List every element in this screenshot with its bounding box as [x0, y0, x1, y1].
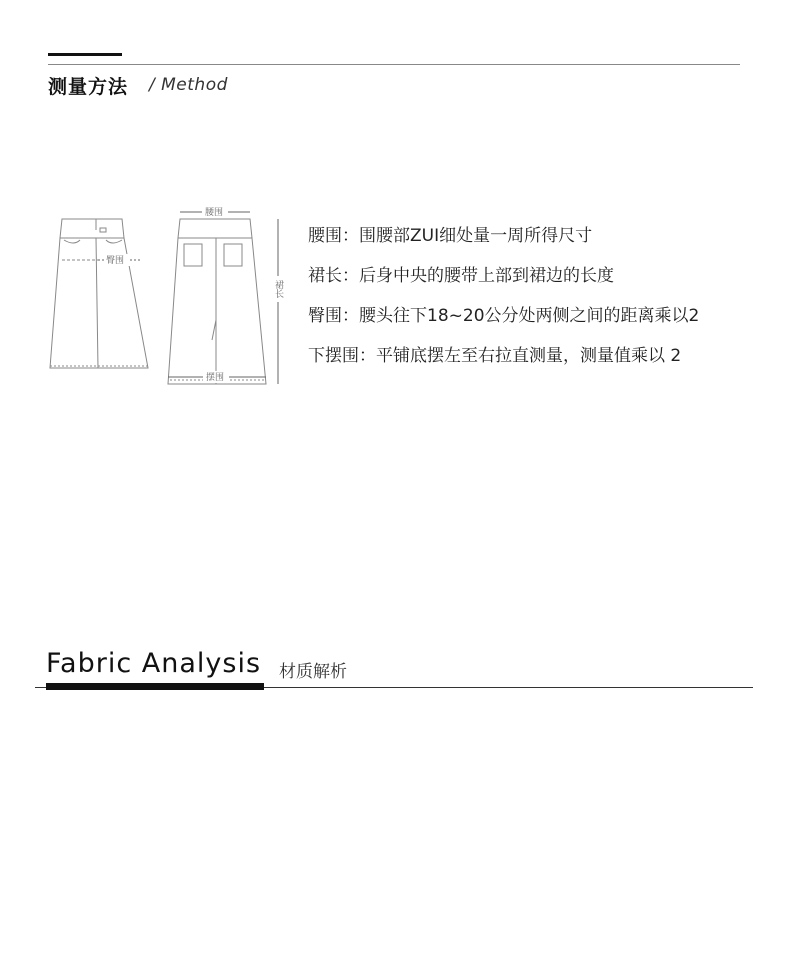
skirt-back-illustration	[168, 219, 266, 384]
section-subtitle-fabric: 材质解析	[279, 662, 347, 682]
section-divider	[48, 64, 740, 65]
section-title-fabric: Fabric Analysis	[46, 648, 262, 679]
waist-dimension-label: 腰围	[205, 208, 224, 218]
definition-length: 裙长：后身中央的腰带上部到裙边的长度	[308, 266, 614, 286]
definition-hem: 下摆围：平铺底摆左至右拉直测量，测量值乘以 2	[308, 346, 682, 366]
hem-dimension-label: 摆围	[206, 373, 225, 383]
section-subtitle-measurement: / Method	[149, 75, 228, 95]
definition-waist: 腰围：围腰部ZUI细处量一周所得尺寸	[308, 226, 593, 246]
hip-dimension-label: 臀围	[106, 256, 125, 266]
skirt-front-illustration	[50, 219, 148, 368]
skirt-measurement-diagram	[40, 200, 300, 394]
measurement-definitions	[308, 226, 699, 386]
definition-hip: 臀围：腰头往下18~20公分处两侧之间的距离乘以2	[308, 306, 700, 326]
section-accent-bar	[48, 53, 122, 56]
section-accent-bar-fabric	[46, 683, 264, 690]
length-dimension-label: 裙长	[273, 280, 283, 298]
section-title-measurement: 测量方法	[48, 76, 129, 98]
